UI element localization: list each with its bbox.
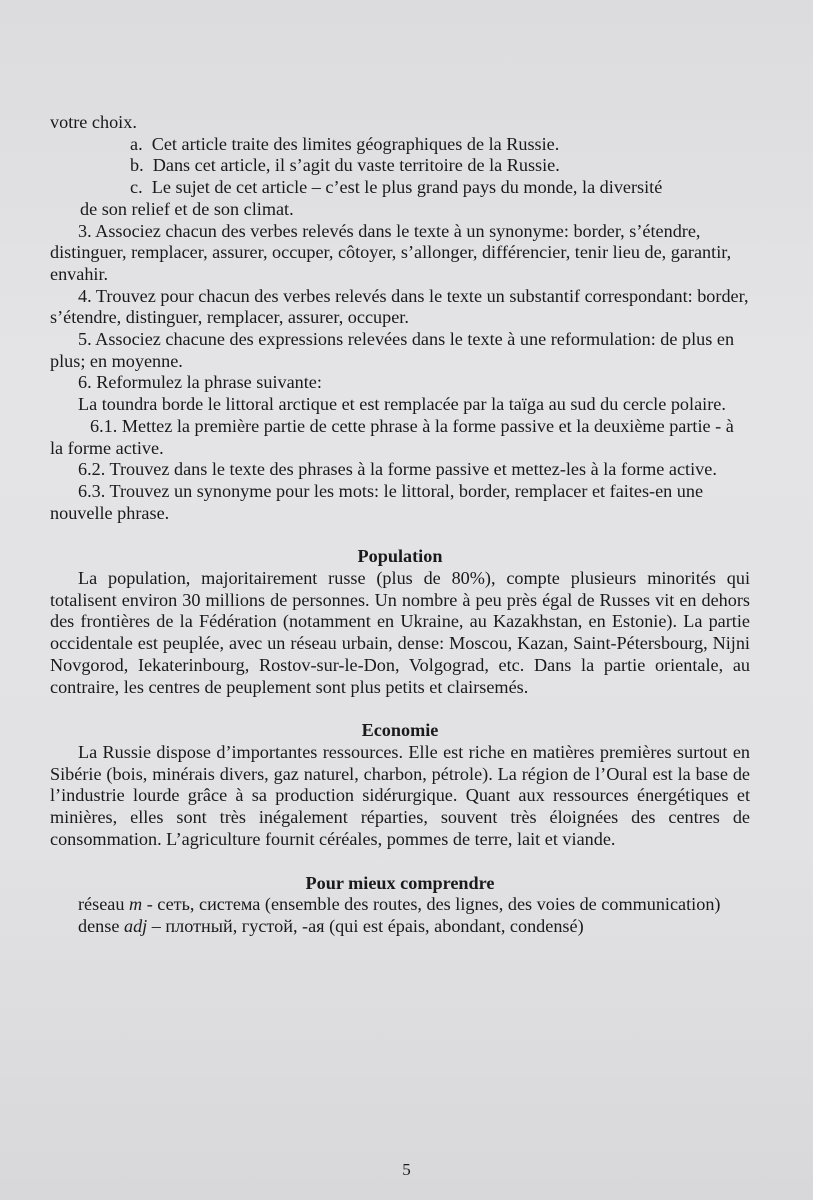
question-4: 4. Trouvez pour chacun des verbes relevés dans le texte un substantif correspondant: border, s’étendre, distinguer, remplacer, assurer, occuper.: [50, 285, 749, 328]
economie-heading: Economie: [361, 720, 439, 741]
population-paragraph: La population, majoritairement russe (plus de 80%), compte plusieurs minorités qui totalisent environ 30 millions de personnes. Un nombre à peu près égal de Russes vit en dehors des frontières de la Fédération (notamment en Ukraine, au Kazakhstan, en Estonie). La partie occidentale est peuplée, avec un réseau urbain, dense: Moscou, Kazan, Saint-Pétersbourg, Nijni Novgorod, Iekaterinbourg, Rostov-sur-le-Don, Volgograd, etc. Dans la partie orientale, au contraire, les centres de peuplement sont plus petits et clairsemés.: [50, 568, 750, 697]
economie-paragraph: La Russie dispose d’importantes ressources. Elle est riche en matières premières surtout en Sibérie (bois, minérais divers, gaz naturel, charbon, pétrole). La région de l’Oural est la base de l’industrie lourde grâce à sa production sidérurgique. Quant aux ressources énergétiques et minières, elles sont très inégalement réparties, souvent très éloignées des centres de consommation. L’agriculture fournit céréales, pommes de terre, lait et viande.: [50, 741, 750, 849]
exercise-intro: votre choix.: [50, 112, 137, 132]
question-5: 5. Associez chacune des expressions relevées dans le texte à une reformulation: de plus en plus; en moyenne.: [50, 329, 735, 371]
option-letter: a.: [130, 133, 143, 154]
question-3: 3. Associez chacun des verbes relevés dans le texte à un synonyme: border, s’étendre, distinguer, remplacer, assurer, occuper, côtoyer, s’allonger, différencier, tenir lieu de, garantir, envahir.: [50, 220, 732, 284]
option-c: [50, 177, 750, 199]
population-heading: Population: [357, 546, 443, 567]
glossary-definition: – плотный, густой, -ая (qui est épais, abondant, condensé): [151, 915, 584, 936]
page-body: [50, 112, 750, 938]
option-a: [50, 134, 750, 156]
option-letter: c.: [130, 177, 143, 198]
question-6-3: 6.3. Trouvez un synonyme pour les mots: le littoral, border, remplacer et faites-en une nouvelle phrase.: [50, 480, 704, 523]
option-text: Cet article traite des limites géographiques de la Russie.: [151, 133, 560, 154]
option-c-continuation: de son relief et de son climat.: [80, 198, 294, 219]
question-6-sentence: La toundra borde le littoral arctique et est remplacée par la taïga au sud du cercle polaire.: [78, 394, 726, 415]
option-text: Dans cet article, il s’agit du vaste territoire de la Russie.: [152, 155, 560, 176]
glossary-word: réseau: [78, 894, 125, 915]
option-b: [50, 155, 750, 177]
glossary-pos: adj: [123, 915, 148, 936]
glossary-definition: - сеть, система (ensemble des routes, des lignes, des voies de communication): [146, 894, 721, 915]
option-text: Le sujet de cet article – c’est le plus grand pays du monde, la diversité: [151, 177, 663, 198]
glossary-entry: [50, 894, 750, 916]
question-6: 6. Reformulez la phrase suivante:: [78, 372, 322, 393]
question-6-1: 6.1. Mettez la première partie de cette phrase à la forme passive et la deuxième partie - à la forme active.: [50, 415, 734, 458]
glossary-heading: Pour mieux comprendre: [305, 872, 495, 893]
glossary-entry: [50, 916, 750, 938]
question-6-2: 6.2. Trouvez dans le texte des phrases à la forme passive et mettez-les à la forme active.: [78, 459, 717, 480]
glossary-word: dense: [78, 915, 120, 936]
option-letter: b.: [130, 155, 144, 176]
page-number: 5: [402, 1160, 411, 1179]
glossary-pos: m: [129, 894, 143, 915]
